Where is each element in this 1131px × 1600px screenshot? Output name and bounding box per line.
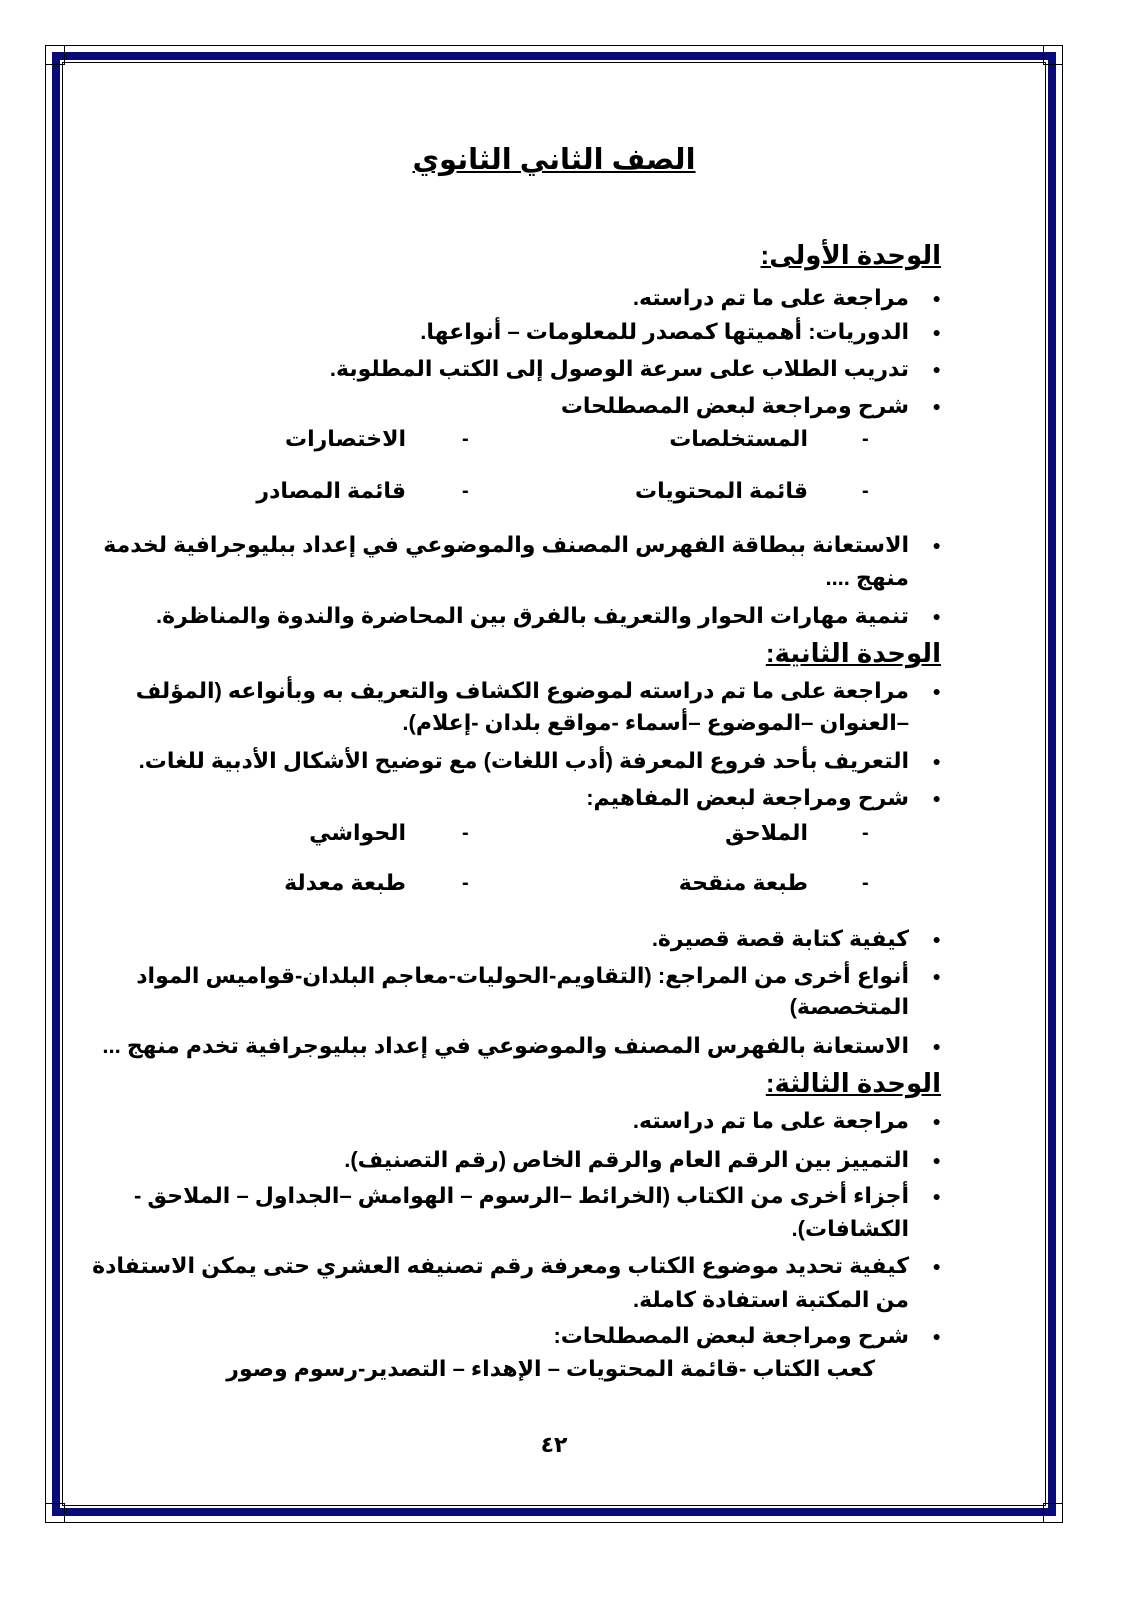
page-title: الصف الثاني الثانوي [412, 144, 696, 176]
list-item-line: من المكتبة استفادة كاملة. [632, 1287, 909, 1312]
bullet-icon: ● [932, 398, 941, 414]
list-item: التمييز بين الرقم العام والرقم الخاص (رقم التصنيف). [344, 1147, 909, 1172]
list-item: كيفية كتابة قصة قصيرة. [651, 926, 909, 951]
term: طبعة معدلة [284, 870, 406, 895]
unit2-heading: الوحدة الثانية: [765, 638, 941, 668]
bullet-icon: ● [932, 324, 941, 340]
corner-ornament [45, 1503, 65, 1523]
list-item: شرح ومراجعة لبعض المصطلحات [560, 393, 909, 418]
list-item: الاستعانة بالفهرس المصنف والموضوعي في إعداد ببليوجرافية تخدم منهج ... [102, 1033, 909, 1058]
page-number: ٤٢ [540, 1432, 568, 1457]
bullet-icon: ● [932, 1152, 941, 1168]
unit1-heading: الوحدة الأولى: [760, 240, 941, 270]
term: المستخلصات [669, 426, 808, 451]
terms-line: كعب الكتاب -قائمة المحتويات – الإهداء – التصدير-رسوم وصور [226, 1356, 875, 1381]
list-item-line: كيفية تحديد موضوع الكتاب ومعرفة رقم تصنيفه العشري حتى يمكن الاستفادة [92, 1253, 909, 1278]
corner-ornament [45, 45, 65, 65]
list-item-line: –العنوان –الموضوع –أسماء -مواقع بلدان -إعلام). [402, 710, 909, 735]
corner-ornament [1043, 45, 1063, 65]
list-item: تنمية مهارات الحوار والتعريف بالفرق بين المحاضرة والندوة والمناظرة. [155, 603, 909, 628]
bullet-icon: ● [932, 683, 941, 699]
list-item-line: الكشافات). [791, 1216, 909, 1241]
bullet-icon: ● [932, 1328, 941, 1344]
list-item-line: أنواع أخرى من المراجع: (التقاويم-الحوليات-معاجم البلدان-قواميس المواد [136, 963, 909, 988]
bullet-icon: ● [932, 968, 941, 984]
list-item: شرح ومراجعة لبعض المفاهيم: [586, 785, 909, 810]
term: قائمة المصادر [256, 478, 406, 503]
list-item-line: الاستعانة ببطاقة الفهرس المصنف والموضوعي في إعداد ببليوجرافية لخدمة [103, 532, 909, 557]
list-item: الدوريات: أهميتها كمصدر للمعلومات – أنواعها. [420, 319, 909, 344]
list-item: شرح ومراجعة لبعض المصطلحات: [553, 1323, 909, 1348]
bullet-icon: ● [932, 1258, 941, 1274]
list-item-line: المتخصصة) [789, 994, 909, 1019]
list-item: التعريف بأحد فروع المعرفة (أدب اللغات) مع توضيح الأشكال الأدبية للغات. [138, 748, 909, 773]
bullet-icon: ● [932, 790, 941, 806]
bullet-icon: ● [932, 1188, 941, 1204]
list-item-line: منهج .... [825, 565, 909, 590]
bullet-icon: ● [932, 290, 941, 306]
list-item: تدريب الطلاب على سرعة الوصول إلى الكتب المطلوبة. [329, 356, 909, 381]
dash-marker: - [462, 480, 469, 502]
list-item: مراجعة على ما تم دراسته. [632, 1108, 909, 1133]
dash-marker: - [862, 480, 869, 502]
bullet-icon: ● [932, 1113, 941, 1129]
list-item-line: مراجعة على ما تم دراسته لموضوع الكشاف والتعريف به وبأنواعه (المؤلف [135, 678, 909, 703]
bullet-icon: ● [932, 361, 941, 377]
dash-marker: - [462, 428, 469, 450]
bullet-icon: ● [932, 1038, 941, 1054]
dash-marker: - [862, 428, 869, 450]
list-item-line: أجزاء أخرى من الكتاب (الخرائط –الرسوم – الهوامش –الجداول – الملاحق - [133, 1183, 909, 1208]
term: الملاحق [725, 820, 808, 845]
dash-marker: - [462, 872, 469, 894]
term: الاختصارات [284, 426, 406, 451]
bullet-icon: ● [932, 931, 941, 947]
term: قائمة المحتويات [635, 478, 808, 503]
term: طبعة منقحة [678, 870, 808, 895]
dash-marker: - [462, 822, 469, 844]
unit3-heading: الوحدة الثالثة: [765, 1068, 941, 1098]
dash-marker: - [862, 872, 869, 894]
bullet-icon: ● [932, 608, 941, 624]
bullet-icon: ● [932, 753, 941, 769]
bullet-icon: ● [932, 537, 941, 553]
corner-ornament [1043, 1503, 1063, 1523]
list-item: مراجعة على ما تم دراسته. [632, 285, 909, 310]
dash-marker: - [862, 822, 869, 844]
term: الحواشي [309, 820, 406, 845]
